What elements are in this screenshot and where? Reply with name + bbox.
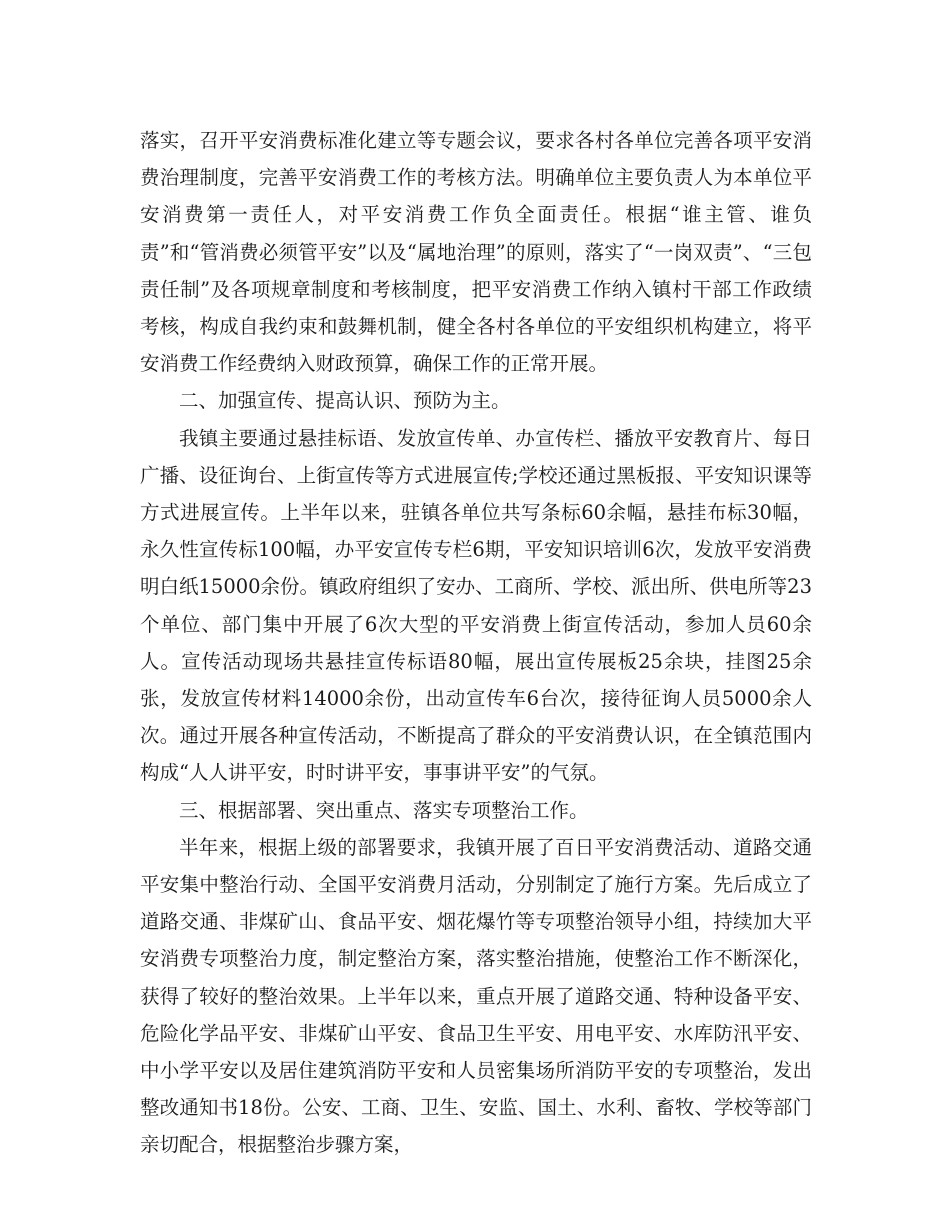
paragraph-responsibility: 落实，召开平安消费标准化建立等专题会议，要求各村各单位完善各项平安消费治理制度，完善平安消费工作的考核方法。明确单位主要负责人为本单位平安消费第一责任人，对平安消费工作负全面责任。根据“谁主管、谁负责”和“管消费必须管平安”以及“属地治理”的原则，落实了“一岗双责”、“三包责任制”及各项规章制度和考核制度，把平安消费工作纳入镇村干部工作政绩考核，构成自我约束和鼓舞机制，健全各村各单位的平安组织机构建立，将平安消费工作经费纳入财政预算，确保工作的正常开展。 — [140, 129, 812, 376]
section-heading-rectification: 三、根据部署、突出重点、落实专项整治工作。 — [179, 798, 589, 822]
paragraph-publicity: 我镇主要通过悬挂标语、发放宣传单、办宣传栏、播放平安教育片、每日广播、设征询台、上街宣传等方式进展宣传;学校还通过黑板报、平安知识课等方式进展宣传。上半年以来，驻镇各单位共写条标60余幅，悬挂布标30幅，永久性宣传标100幅，办平安宣传专栏6期，平安知识培训6次，发放平安消费明白纸15000余份。镇政府组织了安办、工商所、学校、派出所、供电所等23个单位、部门集中开展了6次大型的平安消费上街宣传活动，参加人员60余人。宣传活动现场共悬挂宣传标语80幅，展出宣传展板25余块，挂图25余张，发放宣传材料14000余份，出动宣传车6台次，接待征询人员5000余人次。通过开展各种宣传活动，不断提高了群众的平安消费认识，在全镇范围内构成“人人讲平安，时时讲平安，事事讲平安”的气氛。 — [140, 426, 812, 785]
document-body — [140, 122, 812, 1164]
paragraph-rectification: 半年来，根据上级的部署要求，我镇开展了百日平安消费活动、道路交通平安集中整治行动、全国平安消费月活动，分别制定了施行方案。先后成立了道路交通、非煤矿山、食品平安、烟花爆竹等专项整治领导小组，持续加大平安消费专项整治力度，制定整治方案，落实整治措施，使整治工作不断深化，获得了较好的整治效果。上半年以来，重点开展了道路交通、特种设备平安、危险化学品平安、非煤矿山平安、食品卫生平安、用电平安、水库防汛平安、中小学平安以及居住建筑消防平安和人员密集场所消防平安的专项整治，发出整改通知书18份。公安、工商、卫生、安监、国土、水利、畜牧、学校等部门亲切配合，根据整治步骤方案， — [140, 835, 812, 1157]
section-heading-publicity: 二、加强宣传、提高认识、预防为主。 — [179, 389, 511, 413]
